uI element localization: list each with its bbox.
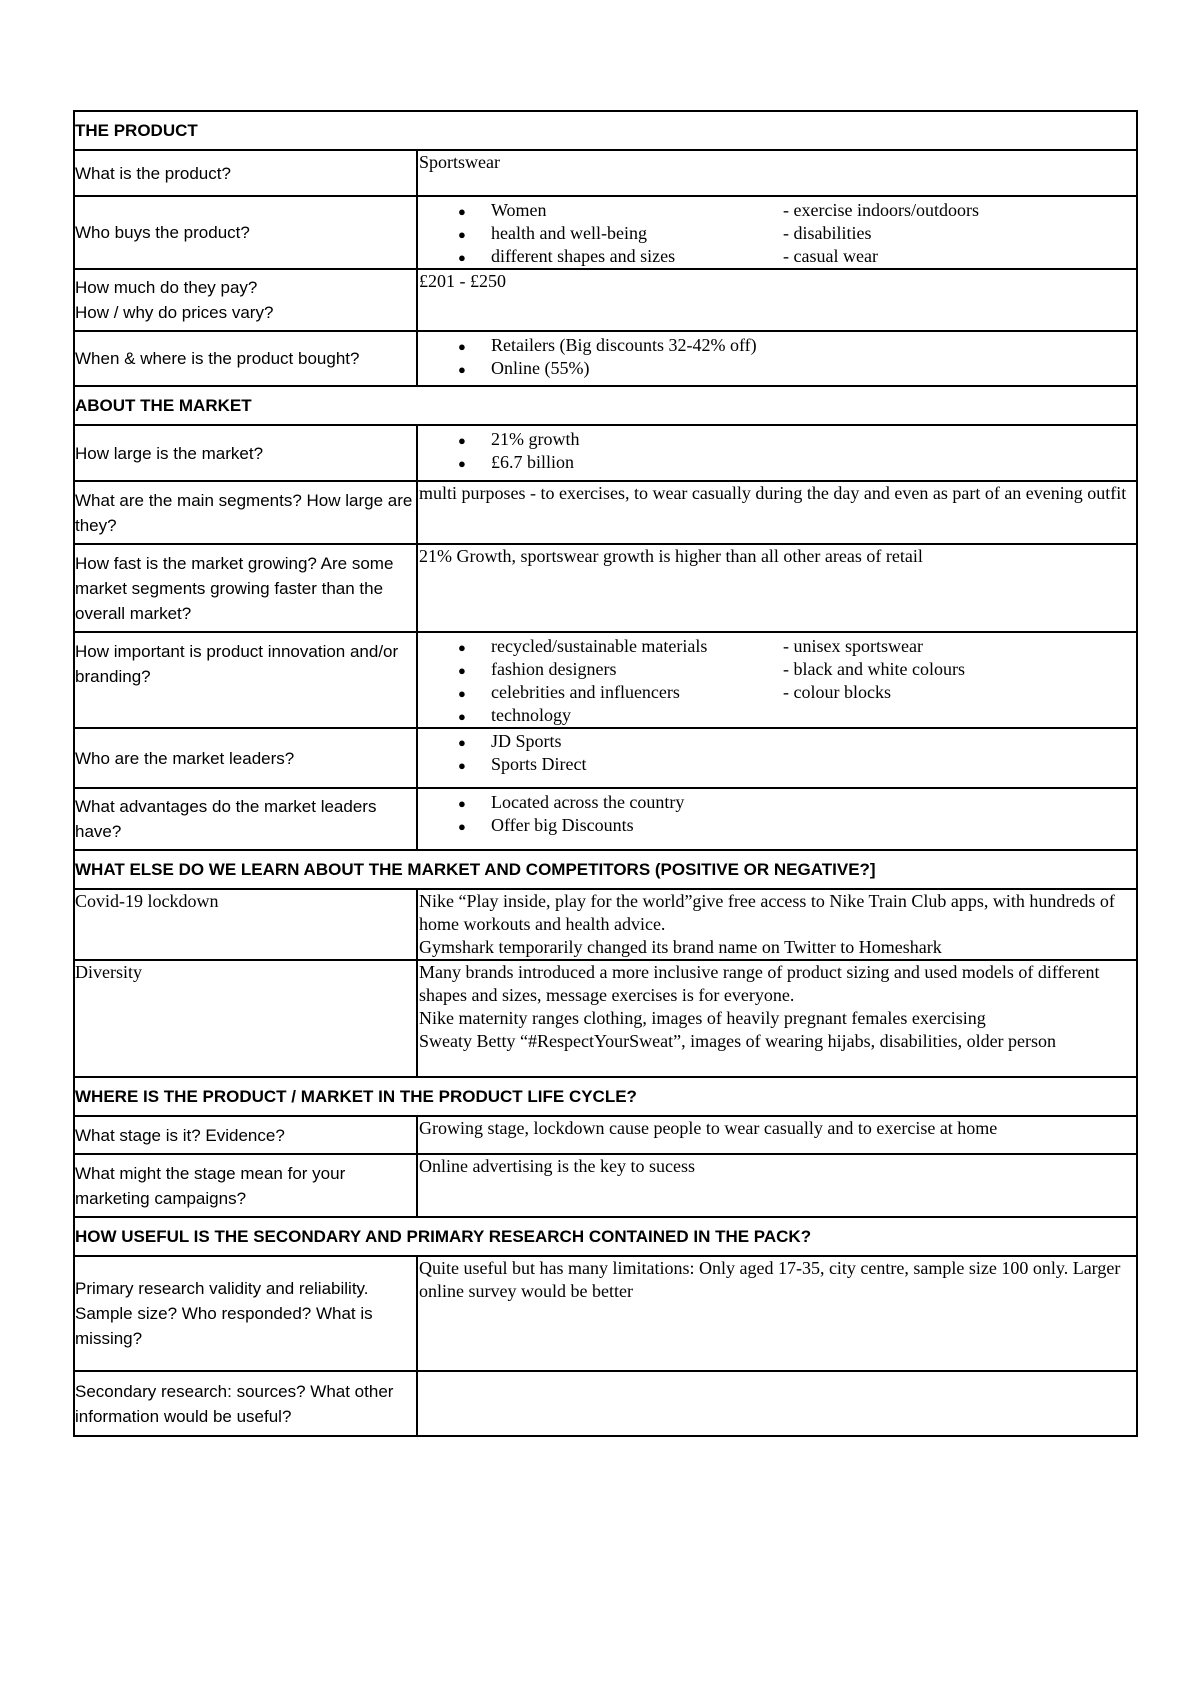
- question-innovation: How important is product innovation and/or branding?: [74, 632, 417, 728]
- list-item: - black and white colours: [783, 659, 965, 679]
- list-item: ● health and well-being: [458, 223, 647, 243]
- question-leader-advantages: What advantages do the market leaders have?: [74, 788, 417, 850]
- question-primary-research: Primary research validity and reliability. Sample size? Who responded? What is missing?: [74, 1256, 417, 1371]
- list-item: ● Offer big Discounts: [458, 815, 634, 835]
- answer-stage: Growing stage, lockdown cause people to wear casually and to exercise at home: [417, 1116, 1137, 1154]
- question-when-where: When & where is the product bought?: [74, 331, 417, 386]
- list-item: - exercise indoors/outdoors: [783, 200, 979, 220]
- competitor-detail-covid: Nike “Play inside, play for the world”give free access to Nike Train Club apps, with hundreds of home workouts and health advice. Gymshark temporarily changed its brand name on Twitter to Homeshark: [417, 889, 1137, 960]
- list-item: ● Women: [458, 200, 547, 220]
- question-who-buys: Who buys the product?: [74, 196, 417, 269]
- list-item: ● technology: [458, 705, 571, 725]
- section-header-competitors: WHAT ELSE DO WE LEARN ABOUT THE MARKET AND COMPETITORS (POSITIVE OR NEGATIVE?]: [74, 850, 1137, 889]
- list-item: ● fashion designers: [458, 659, 617, 679]
- list-item: ● Sports Direct: [458, 754, 587, 774]
- research-table: [73, 110, 1138, 1437]
- answer-primary-research: Quite useful but has many limitations: Only aged 17-35, city centre, sample size 100 only. Larger online survey would be better: [417, 1256, 1137, 1371]
- list-item: ● JD Sports: [458, 731, 562, 751]
- list-item: ● recycled/sustainable materials: [458, 636, 708, 656]
- answer-when-where: [417, 331, 1137, 386]
- list-item: ● different shapes and sizes: [458, 246, 676, 266]
- question-market-leaders: Who are the market leaders?: [74, 728, 417, 788]
- answer-secondary-research: [417, 1371, 1137, 1436]
- answer-main-segments: multi purposes - to exercises, to wear casually during the day and even as part of an evening outfit: [417, 481, 1137, 544]
- answer-market-growth: 21% Growth, sportswear growth is higher than all other areas of retail: [417, 544, 1137, 632]
- competitor-label-covid: Covid-19 lockdown: [74, 889, 417, 960]
- question-what-product: What is the product?: [74, 150, 417, 196]
- section-header-market: ABOUT THE MARKET: [74, 386, 1137, 425]
- answer-market-leaders: [417, 728, 1137, 788]
- answer-innovation: [417, 632, 1137, 728]
- competitor-label-diversity: Diversity: [74, 960, 417, 1077]
- section-header-research: HOW USEFUL IS THE SECONDARY AND PRIMARY RESEARCH CONTAINED IN THE PACK?: [74, 1217, 1137, 1256]
- list-item: ● celebrities and influencers: [458, 682, 680, 702]
- question-market-growth: How fast is the market growing? Are some market segments growing faster than the overall market?: [74, 544, 417, 632]
- list-item: ● Online (55%): [458, 358, 590, 378]
- answer-who-buys: [417, 196, 1137, 269]
- question-main-segments: What are the main segments? How large are they?: [74, 481, 417, 544]
- question-stage-meaning: What might the stage mean for your marketing campaigns?: [74, 1154, 417, 1217]
- answer-what-product: Sportswear: [417, 150, 1137, 196]
- list-item: - colour blocks: [783, 682, 891, 702]
- question-how-much: How much do they pay? How / why do prices vary?: [74, 269, 417, 331]
- answer-leader-advantages: [417, 788, 1137, 850]
- list-item: ● 21% growth: [458, 429, 580, 449]
- question-secondary-research: Secondary research: sources? What other information would be useful?: [74, 1371, 417, 1436]
- list-item: - unisex sportswear: [783, 636, 923, 656]
- answer-stage-meaning: Online advertising is the key to sucess: [417, 1154, 1137, 1217]
- question-market-size: How large is the market?: [74, 425, 417, 481]
- section-header-lifecycle: WHERE IS THE PRODUCT / MARKET IN THE PRODUCT LIFE CYCLE?: [74, 1077, 1137, 1116]
- list-item: ● £6.7 billion: [458, 452, 575, 472]
- section-header-product: THE PRODUCT: [74, 111, 1137, 150]
- answer-market-size: [417, 425, 1137, 481]
- competitor-detail-diversity: Many brands introduced a more inclusive range of product sizing and used models of different shapes and sizes, message exercises is for everyone. Nike maternity ranges clothing, images of heavily pregnant females exercising Sweaty Betty “#RespectYourSweat”, images of wearing hijabs, disabilities, older person: [417, 960, 1137, 1077]
- answer-how-much: £201 - £250: [417, 269, 1137, 331]
- question-stage: What stage is it? Evidence?: [74, 1116, 417, 1154]
- list-item: - disabilities: [783, 223, 872, 243]
- list-item: ● Located across the country: [458, 792, 685, 812]
- list-item: - casual wear: [783, 246, 878, 266]
- list-item: ● Retailers (Big discounts 32-42% off): [458, 335, 757, 355]
